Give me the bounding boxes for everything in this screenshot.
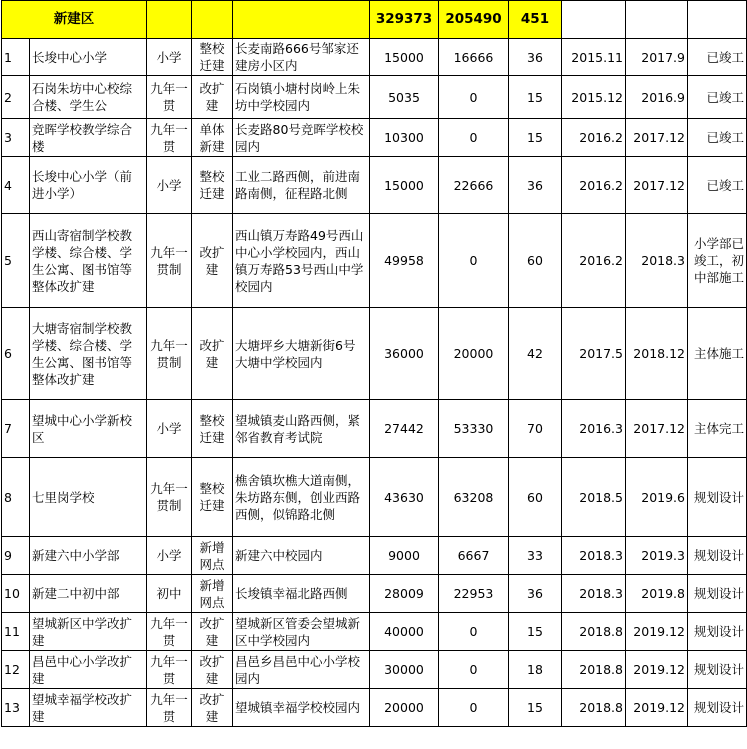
end-date: 2017.9 <box>626 39 688 76</box>
school-type: 小学 <box>147 157 192 214</box>
district-name: 新建区 <box>2 1 147 39</box>
schools-table <box>1 0 747 727</box>
land-area: 16666 <box>439 39 509 76</box>
row-number: 10 <box>2 575 30 613</box>
table-row <box>2 575 747 613</box>
table-row <box>2 689 747 727</box>
build-nature: 整校迁建 <box>192 157 233 214</box>
row-number: 4 <box>2 157 30 214</box>
project-status: 主体完工 <box>688 400 747 458</box>
table-row <box>2 214 747 308</box>
table-row <box>2 39 747 76</box>
project-status: 小学部已竣工，初中部施工 <box>688 214 747 308</box>
build-nature: 改扩建 <box>192 76 233 119</box>
project-location: 长麦路80号竞晖学校校园内 <box>233 119 370 157</box>
project-name: 西山寄宿制学校教学楼、综合楼、学生公寓、图书馆等整体改扩建 <box>30 214 147 308</box>
table-row <box>2 537 747 575</box>
end-date: 2018.3 <box>626 214 688 308</box>
row-number: 3 <box>2 119 30 157</box>
project-name: 望城中心小学新校区 <box>30 400 147 458</box>
row-number: 12 <box>2 651 30 689</box>
total-classes: 451 <box>509 1 562 39</box>
class-count: 15 <box>509 689 562 727</box>
project-name: 七里岗学校 <box>30 458 147 537</box>
start-date: 2015.12 <box>562 76 626 119</box>
class-count: 15 <box>509 613 562 651</box>
school-type: 九年一贯制 <box>147 458 192 537</box>
header-blank <box>688 1 747 39</box>
header-blank <box>626 1 688 39</box>
land-area: 6667 <box>439 537 509 575</box>
table-row <box>2 458 747 537</box>
floor-area: 27442 <box>370 400 439 458</box>
start-date: 2018.8 <box>562 651 626 689</box>
land-area: 0 <box>439 689 509 727</box>
start-date: 2017.5 <box>562 308 626 400</box>
end-date: 2019.3 <box>626 537 688 575</box>
start-date: 2016.2 <box>562 214 626 308</box>
total-students: 205490 <box>439 1 509 39</box>
class-count: 36 <box>509 157 562 214</box>
project-status: 已竣工 <box>688 39 747 76</box>
land-area: 53330 <box>439 400 509 458</box>
end-date: 2019.12 <box>626 613 688 651</box>
floor-area: 30000 <box>370 651 439 689</box>
land-area: 0 <box>439 651 509 689</box>
summary-row <box>2 1 747 39</box>
project-status: 规划设计 <box>688 651 747 689</box>
build-nature: 改扩建 <box>192 214 233 308</box>
project-name: 长埈中心小学（前进小学） <box>30 157 147 214</box>
start-date: 2016.2 <box>562 119 626 157</box>
project-status: 已竣工 <box>688 76 747 119</box>
end-date: 2019.6 <box>626 458 688 537</box>
school-type: 九年一贯制 <box>147 214 192 308</box>
floor-area: 40000 <box>370 613 439 651</box>
land-area: 22666 <box>439 157 509 214</box>
end-date: 2018.12 <box>626 308 688 400</box>
end-date: 2019.8 <box>626 575 688 613</box>
land-area: 20000 <box>439 308 509 400</box>
end-date: 2017.12 <box>626 400 688 458</box>
project-name: 大塘寄宿制学校教学楼、综合楼、学生公寓、图书馆等整体改扩建 <box>30 308 147 400</box>
start-date: 2018.8 <box>562 689 626 727</box>
school-type: 九年一贯 <box>147 651 192 689</box>
build-nature: 新增网点 <box>192 575 233 613</box>
start-date: 2015.11 <box>562 39 626 76</box>
floor-area: 5035 <box>370 76 439 119</box>
project-status: 规划设计 <box>688 458 747 537</box>
project-location: 昌邑乡昌邑中心小学校园内 <box>233 651 370 689</box>
end-date: 2019.12 <box>626 689 688 727</box>
end-date: 2017.12 <box>626 157 688 214</box>
school-type: 九年一贯制 <box>147 308 192 400</box>
floor-area: 43630 <box>370 458 439 537</box>
row-number: 7 <box>2 400 30 458</box>
build-nature: 单体新建 <box>192 119 233 157</box>
project-name: 新建二中初中部 <box>30 575 147 613</box>
project-location: 望城镇幸福学校校园内 <box>233 689 370 727</box>
project-status: 规划设计 <box>688 689 747 727</box>
land-area: 63208 <box>439 458 509 537</box>
school-type: 小学 <box>147 400 192 458</box>
land-area: 0 <box>439 613 509 651</box>
table-row <box>2 308 747 400</box>
floor-area: 10300 <box>370 119 439 157</box>
header-blank <box>147 1 192 39</box>
project-location: 新建六中校园内 <box>233 537 370 575</box>
table-row <box>2 76 747 119</box>
land-area: 0 <box>439 214 509 308</box>
end-date: 2019.12 <box>626 651 688 689</box>
project-name: 望城幸福学校改扩建 <box>30 689 147 727</box>
project-location: 西山镇万寿路49号西山中心小学校园内，西山镇万寿路53号西山中学校园内 <box>233 214 370 308</box>
project-status: 已竣工 <box>688 157 747 214</box>
build-nature: 改扩建 <box>192 613 233 651</box>
class-count: 33 <box>509 537 562 575</box>
floor-area: 20000 <box>370 689 439 727</box>
school-type: 初中 <box>147 575 192 613</box>
project-status: 已竣工 <box>688 119 747 157</box>
school-type: 九年一贯 <box>147 613 192 651</box>
row-number: 2 <box>2 76 30 119</box>
table-row <box>2 651 747 689</box>
start-date: 2018.3 <box>562 575 626 613</box>
build-nature: 新增网点 <box>192 537 233 575</box>
class-count: 36 <box>509 575 562 613</box>
class-count: 60 <box>509 214 562 308</box>
land-area: 22953 <box>439 575 509 613</box>
row-number: 5 <box>2 214 30 308</box>
row-number: 13 <box>2 689 30 727</box>
build-nature: 改扩建 <box>192 308 233 400</box>
end-date: 2016.9 <box>626 76 688 119</box>
start-date: 2018.8 <box>562 613 626 651</box>
project-status: 规划设计 <box>688 575 747 613</box>
floor-area: 9000 <box>370 537 439 575</box>
row-number: 6 <box>2 308 30 400</box>
school-type: 小学 <box>147 537 192 575</box>
class-count: 42 <box>509 308 562 400</box>
table-row <box>2 119 747 157</box>
project-location: 望城新区管委会望城新区中学校园内 <box>233 613 370 651</box>
project-status: 规划设计 <box>688 537 747 575</box>
floor-area: 36000 <box>370 308 439 400</box>
class-count: 15 <box>509 76 562 119</box>
project-status: 主体施工 <box>688 308 747 400</box>
floor-area: 28009 <box>370 575 439 613</box>
table-row <box>2 157 747 214</box>
build-nature: 整校迁建 <box>192 400 233 458</box>
land-area: 0 <box>439 119 509 157</box>
project-location: 长埈镇幸福北路西侧 <box>233 575 370 613</box>
project-name: 昌邑中心小学改扩建 <box>30 651 147 689</box>
total-area: 329373 <box>370 1 439 39</box>
floor-area: 49958 <box>370 214 439 308</box>
header-blank <box>233 1 370 39</box>
row-number: 8 <box>2 458 30 537</box>
class-count: 15 <box>509 119 562 157</box>
class-count: 70 <box>509 400 562 458</box>
school-type: 小学 <box>147 39 192 76</box>
project-location: 工业二路西侧，前进南路南侧，征程路北侧 <box>233 157 370 214</box>
school-type: 九年一贯 <box>147 76 192 119</box>
row-number: 11 <box>2 613 30 651</box>
build-nature: 改扩建 <box>192 689 233 727</box>
start-date: 2018.5 <box>562 458 626 537</box>
end-date: 2017.12 <box>626 119 688 157</box>
table-row <box>2 613 747 651</box>
class-count: 36 <box>509 39 562 76</box>
school-type: 九年一贯 <box>147 689 192 727</box>
header-blank <box>562 1 626 39</box>
row-number: 1 <box>2 39 30 76</box>
project-location: 樵舍镇坎樵大道南侧，朱坊路东侧，创业西路西侧，似锦路北侧 <box>233 458 370 537</box>
project-location: 石岗镇小塘村岗岭上朱坊中学校园内 <box>233 76 370 119</box>
project-location: 望城镇麦山路西侧，紧邻省教育考试院 <box>233 400 370 458</box>
class-count: 60 <box>509 458 562 537</box>
class-count: 18 <box>509 651 562 689</box>
build-nature: 整校迁建 <box>192 39 233 76</box>
project-name: 竞晖学校教学综合楼 <box>30 119 147 157</box>
project-location: 长麦南路666号邹家还建房小区内 <box>233 39 370 76</box>
project-name: 新建六中小学部 <box>30 537 147 575</box>
floor-area: 15000 <box>370 39 439 76</box>
project-status: 规划设计 <box>688 613 747 651</box>
build-nature: 改扩建 <box>192 651 233 689</box>
row-number: 9 <box>2 537 30 575</box>
project-name: 望城新区中学改扩建 <box>30 613 147 651</box>
project-location: 大塘坪乡大塘新街6号大塘中学校园内 <box>233 308 370 400</box>
school-type: 九年一贯 <box>147 119 192 157</box>
build-nature: 整校迁建 <box>192 458 233 537</box>
floor-area: 15000 <box>370 157 439 214</box>
land-area: 0 <box>439 76 509 119</box>
project-name: 石岗朱坊中心校综合楼、学生公 <box>30 76 147 119</box>
header-blank <box>192 1 233 39</box>
start-date: 2016.2 <box>562 157 626 214</box>
project-name: 长埈中心小学 <box>30 39 147 76</box>
start-date: 2016.3 <box>562 400 626 458</box>
table-row <box>2 400 747 458</box>
start-date: 2018.3 <box>562 537 626 575</box>
